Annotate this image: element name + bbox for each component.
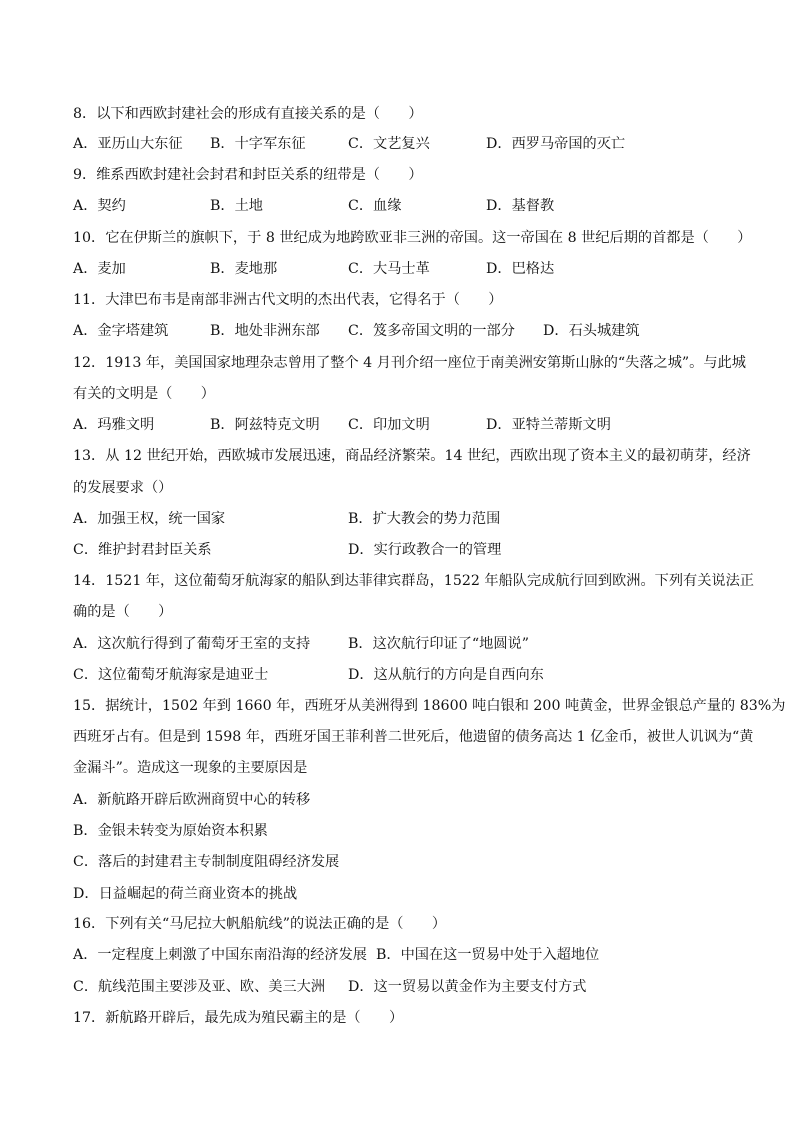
question-16-options-row-2 <box>73 977 733 997</box>
question-15-option-d: D．日益崛起的荷兰商业资本的挑战 <box>73 886 298 902</box>
option-b: B．中国在这一贸易中处于入超地位 <box>376 947 600 963</box>
option-b: B．扩大教会的势力范围 <box>348 511 501 527</box>
option-c: C．维护封君封臣关系 <box>73 542 212 558</box>
option-c: C．笈多帝国文明的一部分 <box>348 323 515 339</box>
option-a: A．金字塔建筑 <box>73 323 169 339</box>
option-d: D．亚特兰蒂斯文明 <box>486 417 611 433</box>
option-b: B．阿兹特克文明 <box>210 417 320 433</box>
option-d: D．巴格达 <box>486 261 555 277</box>
question-13-stem-line-2: 的发展要求（） <box>73 480 173 496</box>
option-c: C．血缘 <box>348 198 402 214</box>
option-d: D．这从航行的方向是自西向东 <box>348 667 544 683</box>
question-9-options <box>73 196 733 216</box>
question-13-options-row-1 <box>73 509 733 529</box>
question-16-stem: 16．下列有关“马尼拉大帆船航线”的说法正确的是（ ） <box>73 916 447 932</box>
question-14-options-row-1 <box>73 634 733 654</box>
option-a: A．亚历山大东征 <box>73 136 183 152</box>
question-15-stem-line-2: 西班牙占有。但是到 1598 年，西班牙国王菲利普二世死后，他遗留的债务高达 1 亿金币，被世人讥讽为“黄 <box>73 729 754 745</box>
option-d: D．这一贸易以黄金作为主要支付方式 <box>348 979 587 995</box>
question-10-stem: 10．它在伊斯兰的旗帜下，于 8 世纪成为地跨欧亚非三洲的帝国。这一帝国在 8 世纪后期的首都是（ ） <box>73 230 752 246</box>
question-14-stem-line-1: 14．1521 年，这位葡萄牙航海家的船队到达菲律宾群岛，1522 年船队完成航行回到欧洲。下列有关说法正 <box>73 573 754 589</box>
question-12-stem-line-1: 12．1913 年，美国国家地理杂志曾用了整个 4 月刊介绍一座位于南美洲安第斯山脉的“失落之城”。与此城 <box>73 355 746 371</box>
option-d: D．西罗马帝国的灭亡 <box>486 136 626 152</box>
question-11-stem: 11．大津巴布韦是南部非洲古代文明的杰出代表，它得名于（ ） <box>73 292 503 308</box>
option-b: B．十字军东征 <box>210 136 306 152</box>
option-a: A．一定程度上刺激了中国东南沿海的经济发展 <box>73 947 367 963</box>
option-a: A．加强王权，统一国家 <box>73 511 226 527</box>
option-c: C．大马士革 <box>348 261 430 277</box>
question-16-options-row-1 <box>73 945 733 965</box>
question-13-options-row-2 <box>73 540 733 560</box>
question-14-stem-line-2: 确的是（ ） <box>73 604 173 620</box>
option-b: B．麦地那 <box>210 261 278 277</box>
option-c: C．航线范围主要涉及亚、欧、美三大洲 <box>73 979 326 995</box>
option-a: A．这次航行得到了葡萄牙王室的支持 <box>73 636 311 652</box>
question-15-stem-line-1: 15．据统计，1502 年到 1660 年，西班牙从美洲得到 18600 吨白银和 200 吨黄金，世界金银总产量的 83%为 <box>73 698 786 714</box>
option-b: B．这次航行印证了“地圆说” <box>348 636 529 652</box>
option-c: C．文艺复兴 <box>348 136 430 152</box>
option-a: A．玛雅文明 <box>73 417 155 433</box>
question-17-stem: 17．新航路开辟后，最先成为殖民霸主的是（ ） <box>73 1010 404 1026</box>
option-d: D．基督教 <box>486 198 555 214</box>
question-8-options <box>73 134 733 154</box>
question-12-stem-line-2: 有关的文明是（ ） <box>73 386 215 402</box>
question-15-option-b: B．金银未转变为原始资本积累 <box>73 823 268 839</box>
option-a: A．麦加 <box>73 261 126 277</box>
question-15-stem-line-3: 金漏斗”。造成这一现象的主要原因是 <box>73 760 308 776</box>
option-d: D．石头城建筑 <box>543 323 640 339</box>
option-d: D．实行政教合一的管理 <box>348 542 502 558</box>
option-b: B．地处非洲东部 <box>210 323 320 339</box>
question-8-stem: 8．以下和西欧封建社会的形成有直接关系的是（ ） <box>73 106 423 122</box>
option-a: A．契约 <box>73 198 126 214</box>
question-9-stem: 9．维系西欧封建社会封君和封臣关系的纽带是（ ） <box>73 167 423 183</box>
question-13-stem-line-1: 13．从 12 世纪开始，西欧城市发展迅速，商品经济繁荣。14 世纪，西欧出现了资本主义的最初萌芽，经济 <box>73 448 751 464</box>
question-15-option-a: A．新航路开辟后欧洲商贸中心的转移 <box>73 792 311 808</box>
question-10-options <box>73 259 733 279</box>
option-c: C．印加文明 <box>348 417 430 433</box>
question-15-option-c: C．落后的封建君主专制制度阻碍经济发展 <box>73 854 340 870</box>
question-12-options <box>73 415 733 435</box>
option-b: B．土地 <box>210 198 263 214</box>
option-c: C．这位葡萄牙航海家是迪亚士 <box>73 667 269 683</box>
question-14-options-row-2 <box>73 665 733 685</box>
question-11-options <box>73 321 733 341</box>
